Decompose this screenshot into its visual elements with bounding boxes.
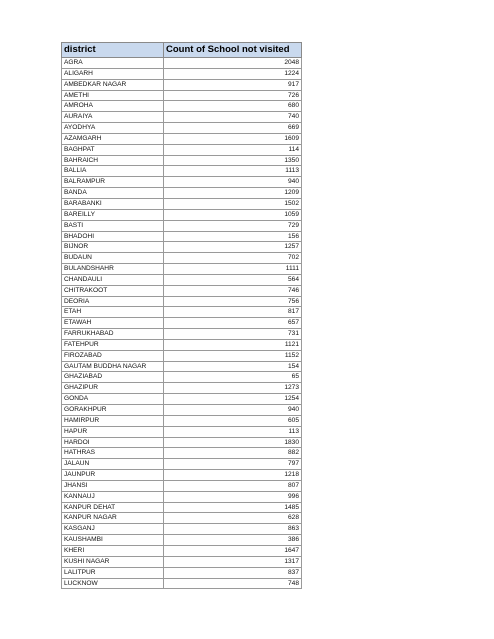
count-cell: 1254: [164, 394, 302, 405]
table-row: [62, 394, 302, 405]
district-cell: JAUNPUR: [62, 470, 164, 481]
district-cell: AGRA: [62, 58, 164, 69]
table-row: [62, 198, 302, 209]
district-header: district: [62, 43, 164, 58]
count-cell: 756: [164, 296, 302, 307]
district-cell: BAREILLY: [62, 209, 164, 220]
count-cell: 1111: [164, 264, 302, 275]
district-cell: KHERI: [62, 545, 164, 556]
count-cell: 1121: [164, 339, 302, 350]
count-cell: 1273: [164, 383, 302, 394]
table-row: [62, 90, 302, 101]
count-cell: 1350: [164, 155, 302, 166]
district-cell: GHAZIABAD: [62, 372, 164, 383]
table-row: [62, 242, 302, 253]
table-row: [62, 133, 302, 144]
table-row: [62, 58, 302, 69]
table-row: [62, 535, 302, 546]
table-row: [62, 426, 302, 437]
table-row: [62, 231, 302, 242]
table-row: [62, 296, 302, 307]
count-cell: 837: [164, 567, 302, 578]
district-cell: AMROHA: [62, 101, 164, 112]
district-cell: FATEHPUR: [62, 339, 164, 350]
table-row: [62, 155, 302, 166]
table-row: [62, 68, 302, 79]
count-cell: 940: [164, 405, 302, 416]
count-cell: 564: [164, 274, 302, 285]
table-row: [62, 220, 302, 231]
count-cell: 680: [164, 101, 302, 112]
district-cell: BIJNOR: [62, 242, 164, 253]
count-cell: 797: [164, 459, 302, 470]
district-cell: JHANSI: [62, 480, 164, 491]
table-row: [62, 502, 302, 513]
table-row: [62, 437, 302, 448]
district-cell: KANPUR DEHAT: [62, 502, 164, 513]
district-cell: JALAUN: [62, 459, 164, 470]
district-cell: HATHRAS: [62, 448, 164, 459]
count-cell: 746: [164, 285, 302, 296]
district-cell: BASTI: [62, 220, 164, 231]
district-cell: GONDA: [62, 394, 164, 405]
table-row: [62, 545, 302, 556]
count-cell: 917: [164, 79, 302, 90]
count-cell: 817: [164, 307, 302, 318]
count-cell: 669: [164, 123, 302, 134]
table-row: [62, 459, 302, 470]
district-cell: FARRUKHABAD: [62, 329, 164, 340]
count-cell: 1317: [164, 556, 302, 567]
table-row: [62, 405, 302, 416]
table-row: [62, 578, 302, 589]
district-cell: KASGANJ: [62, 524, 164, 535]
table-row: [62, 307, 302, 318]
district-cell: BHADOHI: [62, 231, 164, 242]
count-cell: 65: [164, 372, 302, 383]
table-row: [62, 329, 302, 340]
count-cell: 2048: [164, 58, 302, 69]
count-cell: 1113: [164, 166, 302, 177]
count-cell: 1485: [164, 502, 302, 513]
district-cell: BANDA: [62, 188, 164, 199]
district-cell: BUDAUN: [62, 253, 164, 264]
count-cell: 748: [164, 578, 302, 589]
district-cell: LALITPUR: [62, 567, 164, 578]
district-cell: CHITRAKOOT: [62, 285, 164, 296]
count-cell: 1152: [164, 350, 302, 361]
count-cell: 726: [164, 90, 302, 101]
table-row: [62, 524, 302, 535]
count-cell: 1224: [164, 68, 302, 79]
count-cell: 1609: [164, 133, 302, 144]
table-row: [62, 361, 302, 372]
table-row: [62, 253, 302, 264]
count-cell: 731: [164, 329, 302, 340]
header-row: [62, 43, 302, 58]
count-cell: 882: [164, 448, 302, 459]
count-header: Count of School not visited: [164, 43, 302, 58]
district-cell: BARABANKI: [62, 198, 164, 209]
count-cell: 1257: [164, 242, 302, 253]
table-row: [62, 350, 302, 361]
table-row: [62, 372, 302, 383]
district-cell: BULANDSHAHR: [62, 264, 164, 275]
table-row: [62, 188, 302, 199]
count-cell: 605: [164, 415, 302, 426]
district-cell: KUSHI NAGAR: [62, 556, 164, 567]
table-row: [62, 415, 302, 426]
table-row: [62, 144, 302, 155]
count-cell: 154: [164, 361, 302, 372]
count-cell: 940: [164, 177, 302, 188]
spreadsheet-page: [61, 42, 301, 589]
district-cell: HAMIRPUR: [62, 415, 164, 426]
district-cell: HAPUR: [62, 426, 164, 437]
count-cell: 156: [164, 231, 302, 242]
district-cell: BAGHPAT: [62, 144, 164, 155]
district-cell: AURAIYA: [62, 112, 164, 123]
district-cell: ETAWAH: [62, 318, 164, 329]
district-cell: KAUSHAMBI: [62, 535, 164, 546]
count-cell: 702: [164, 253, 302, 264]
district-cell: AMBEDKAR NAGAR: [62, 79, 164, 90]
count-cell: 729: [164, 220, 302, 231]
count-cell: 863: [164, 524, 302, 535]
table-body: [62, 58, 302, 589]
district-table: [61, 42, 302, 589]
district-cell: BALLIA: [62, 166, 164, 177]
district-cell: GAUTAM BUDDHA NAGAR: [62, 361, 164, 372]
table-row: [62, 123, 302, 134]
table-row: [62, 480, 302, 491]
district-cell: GORAKHPUR: [62, 405, 164, 416]
district-cell: FIROZABAD: [62, 350, 164, 361]
table-row: [62, 285, 302, 296]
district-cell: ETAH: [62, 307, 164, 318]
table-row: [62, 209, 302, 220]
count-cell: 1209: [164, 188, 302, 199]
district-cell: GHAZIPUR: [62, 383, 164, 394]
district-cell: AMETHI: [62, 90, 164, 101]
table-row: [62, 79, 302, 90]
count-cell: 114: [164, 144, 302, 155]
table-row: [62, 177, 302, 188]
table-row: [62, 264, 302, 275]
count-cell: 1502: [164, 198, 302, 209]
table-row: [62, 556, 302, 567]
count-cell: 996: [164, 491, 302, 502]
count-cell: 1647: [164, 545, 302, 556]
table-row: [62, 318, 302, 329]
district-cell: HARDOI: [62, 437, 164, 448]
district-cell: KANPUR NAGAR: [62, 513, 164, 524]
count-cell: 1218: [164, 470, 302, 481]
count-cell: 740: [164, 112, 302, 123]
table-row: [62, 166, 302, 177]
district-cell: ALIGARH: [62, 68, 164, 79]
table-row: [62, 470, 302, 481]
district-cell: BAHRAICH: [62, 155, 164, 166]
count-cell: 386: [164, 535, 302, 546]
table-row: [62, 448, 302, 459]
district-cell: CHANDAULI: [62, 274, 164, 285]
table-row: [62, 339, 302, 350]
table-row: [62, 491, 302, 502]
count-cell: 657: [164, 318, 302, 329]
district-cell: AYODHYA: [62, 123, 164, 134]
count-cell: 1059: [164, 209, 302, 220]
table-row: [62, 513, 302, 524]
table-row: [62, 274, 302, 285]
count-cell: 807: [164, 480, 302, 491]
district-cell: AZAMGARH: [62, 133, 164, 144]
table-row: [62, 101, 302, 112]
count-cell: 1830: [164, 437, 302, 448]
district-cell: KANNAUJ: [62, 491, 164, 502]
table-row: [62, 383, 302, 394]
district-cell: LUCKNOW: [62, 578, 164, 589]
table-row: [62, 112, 302, 123]
district-cell: BALRAMPUR: [62, 177, 164, 188]
table-row: [62, 567, 302, 578]
count-cell: 628: [164, 513, 302, 524]
count-cell: 113: [164, 426, 302, 437]
district-cell: DEORIA: [62, 296, 164, 307]
